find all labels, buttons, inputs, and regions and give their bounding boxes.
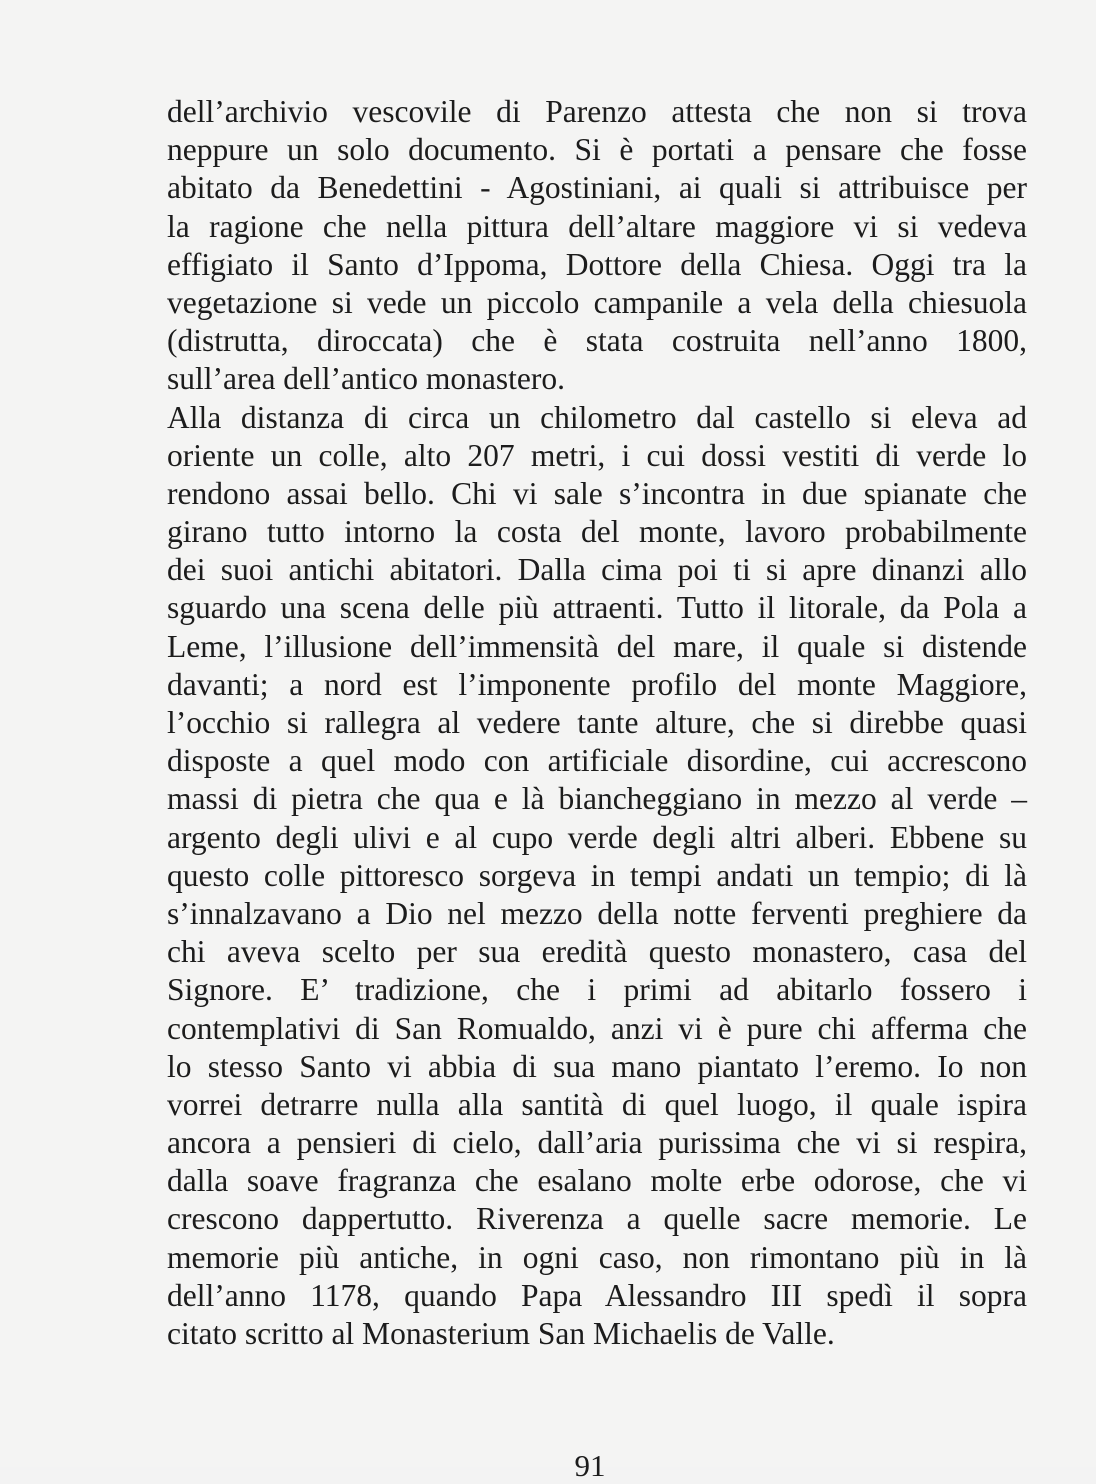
text-line: oriente un colle, alto 207 metri, i cui dossi vestiti di verde lo	[167, 437, 1027, 473]
text-line: girano tutto intorno la costa del monte, lavoro probabilmente	[167, 514, 1027, 550]
text-line: Leme, l’illusione dell’immensità del mare, il quale si distende	[167, 628, 1027, 664]
text-line: s’innalzavano a Dio nel mezzo della notte ferventi preghiere da	[167, 895, 1027, 931]
text-line: la ragione che nella pittura dell’altare maggiore vi si vedeva	[167, 208, 1027, 244]
text-line: argento degli ulivi e al cupo verde degli altri alberi. Ebbene su	[167, 819, 1027, 855]
text-line: crescono dappertutto. Riverenza a quelle sacre memorie. Le	[167, 1201, 1027, 1237]
text-line: vegetazione si vede un piccolo campanile a vela della chiesuola	[167, 284, 1027, 320]
text-line: rendono assai bello. Chi vi sale s’incontra in due spianate che	[167, 475, 1027, 511]
text-line: abitato da Benedettini - Agostiniani, ai quali si attribuisce per	[167, 170, 1027, 206]
text-line: sull’area dell’antico monastero.	[167, 361, 565, 397]
paragraph	[167, 93, 1027, 399]
text-line: dell’anno 1178, quando Papa Alessandro III spedì il sopra	[167, 1277, 1027, 1313]
page-number: 91	[574, 1448, 606, 1483]
text-line: dell’archivio vescovile di Parenzo attesta che non si trova	[167, 94, 1027, 129]
text-line: dei suoi antichi abitatori. Dalla cima poi ti si apre dinanzi allo	[167, 552, 1027, 588]
text-line: dalla soave fragranza che esalano molte erbe odorose, che vi	[167, 1163, 1027, 1199]
text-line: citato scritto al Monasterium San Michaelis de Valle.	[167, 1316, 835, 1351]
text-line: effigiato il Santo d’Ippoma, Dottore della Chiesa. Oggi tra la	[167, 246, 1027, 282]
text-line: memorie più antiche, in ogni caso, non rimontano più in là	[167, 1239, 1027, 1275]
text-line: lo stesso Santo vi abbia di sua mano piantato l’eremo. Io non	[167, 1048, 1027, 1084]
text-line: davanti; a nord est l’imponente profilo del monte Maggiore,	[167, 666, 1027, 702]
text-line: disposte a quel modo con artificiale disordine, cui accrescono	[167, 743, 1027, 779]
text-line: Signore. E’ tradizione, che i primi ad abitarlo fossero i	[167, 972, 1027, 1008]
body-text	[167, 93, 1027, 1353]
paragraph	[167, 399, 1027, 1354]
text-line: Alla distanza di circa un chilometro dal castello si eleva ad	[167, 399, 1027, 435]
text-line: massi di pietra che qua e là biancheggiano in mezzo al verde –	[167, 781, 1027, 817]
text-line: sguardo una scena delle più attraenti. Tutto il litorale, da Pola a	[167, 590, 1027, 626]
text-line: neppure un solo documento. Si è portati a pensare che fosse	[167, 132, 1027, 168]
text-line: vorrei detrarre nulla alla santità di quel luogo, il quale ispira	[167, 1086, 1027, 1122]
text-line: questo colle pittoresco sorgeva in tempi andati un tempio; di là	[167, 857, 1027, 893]
text-line: ancora a pensieri di cielo, dall’aria purissima che vi si respira,	[167, 1125, 1027, 1161]
text-line: contemplativi di San Romualdo, anzi vi è pure chi afferma che	[167, 1010, 1027, 1046]
text-line: chi aveva scelto per sua eredità questo monastero, casa del	[167, 934, 1027, 970]
text-line: (distrutta, diroccata) che è stata costruita nell’anno 1800,	[167, 323, 1027, 359]
text-line: l’occhio si rallegra al vedere tante alture, che si direbbe quasi	[167, 705, 1027, 740]
